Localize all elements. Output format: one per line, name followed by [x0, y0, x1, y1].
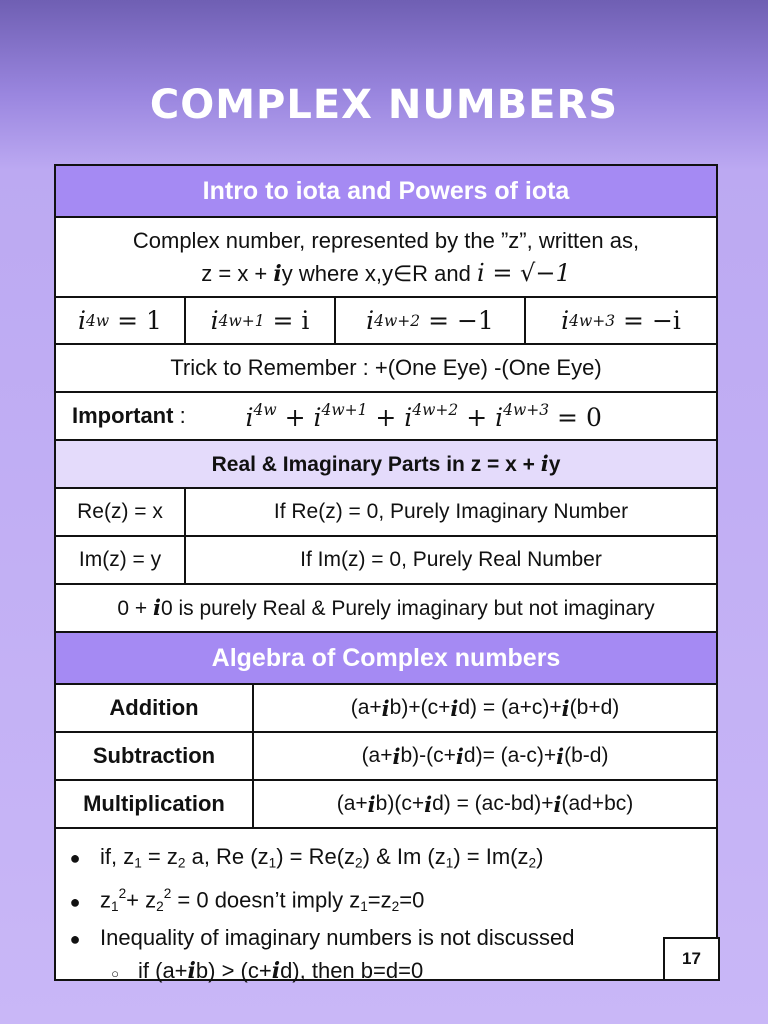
real-part-row: [56, 489, 716, 537]
real-part-rule: If Re(z) = 0, Purely Imaginary Number: [273, 500, 629, 523]
imag-part-rule: If Im(z) = 0, Purely Real Number: [300, 548, 602, 571]
notes-list: [68, 841, 574, 989]
imag-part-row: [56, 537, 716, 585]
iota-definition: i = √−1: [477, 258, 571, 287]
algebra-section-header: [56, 633, 716, 685]
important-label: Important: [72, 403, 174, 428]
parts-heading: Real & Imaginary Parts in z = x + iy: [211, 451, 561, 476]
multiplication-row: [56, 781, 716, 829]
operation-name: Addition: [56, 685, 254, 731]
subtraction-row: [56, 733, 716, 781]
list-item: ● $z1^2+ z2^2 = 0$ doesn’t imply z1=z2=0: [68, 878, 574, 922]
power-cell: i 4w+3 = −i: [561, 306, 681, 335]
power-cell: i 4w+2 = −1: [336, 298, 526, 343]
intro-heading: Intro to iota and Powers of iota: [202, 176, 570, 205]
intro-section-header: [56, 166, 716, 218]
trick-text: Trick to Remember : +(One Eye) -(One Eye): [170, 355, 602, 380]
bullet-icon: ●: [69, 848, 81, 868]
page-title: COMPLEX NUMBERS: [149, 82, 619, 128]
operation-name: Subtraction: [56, 733, 254, 779]
bullet-icon: ●: [69, 891, 81, 912]
list-item: ● if, z1 = z2 a, Re (z1) = Re(z2) & Im (z1) = Im(z2): [68, 841, 574, 878]
notes-row: [56, 829, 716, 985]
important-formula: $i^{4w} + i^{4w+1} + i^{4w+2} + i^{4w+3} = 0$: [245, 400, 602, 432]
definition-line-1: Complex number, represented by the ”z”, written as,: [132, 227, 640, 253]
zero-note: 0 + i0 is purely Real & Purely imaginary but not imaginary: [117, 595, 655, 620]
cheat-sheet-table: [54, 164, 718, 985]
powers-of-iota-row: [56, 298, 716, 345]
power-cell: i 4w = 1: [56, 298, 186, 343]
addition-row: [56, 685, 716, 733]
page-number: 17: [663, 937, 720, 981]
important-row: Important : $i^{4w} + i^{4w+1} + i^{4w+2} + i^{4w+3} = 0$: [56, 393, 716, 441]
imag-part-label: Im(z) = y: [56, 537, 186, 583]
zero-note-row: [56, 585, 716, 633]
operation-formula: (a+ i b)+(c+ i d) = (a+c)+ i (b+d): [350, 695, 620, 721]
definition-line-2: z = x + iy where x,y∈R and i = √−1: [201, 258, 571, 287]
power-cell: i 4w+1 = i: [186, 298, 336, 343]
bullet-icon: ●: [69, 929, 81, 950]
operation-formula: (a+ i b)(c+ i d) = (ac-bd)+ i (ad+bc): [336, 791, 634, 817]
list-item: ● Inequality of imaginary numbers is not discussed: [68, 922, 574, 955]
operation-name: Multiplication: [56, 781, 254, 827]
definition-row: [56, 218, 716, 298]
sub-bullet-icon: ○: [111, 966, 119, 982]
list-item: ○ if (a+ib) > (c+id), then b=d=0: [68, 955, 574, 989]
real-part-label: Re(z) = x: [56, 489, 186, 535]
operation-formula: (a+ i b)-(c+ i d)= (a-c)+ i (b-d): [361, 743, 609, 769]
algebra-heading: Algebra of Complex numbers: [211, 643, 561, 672]
